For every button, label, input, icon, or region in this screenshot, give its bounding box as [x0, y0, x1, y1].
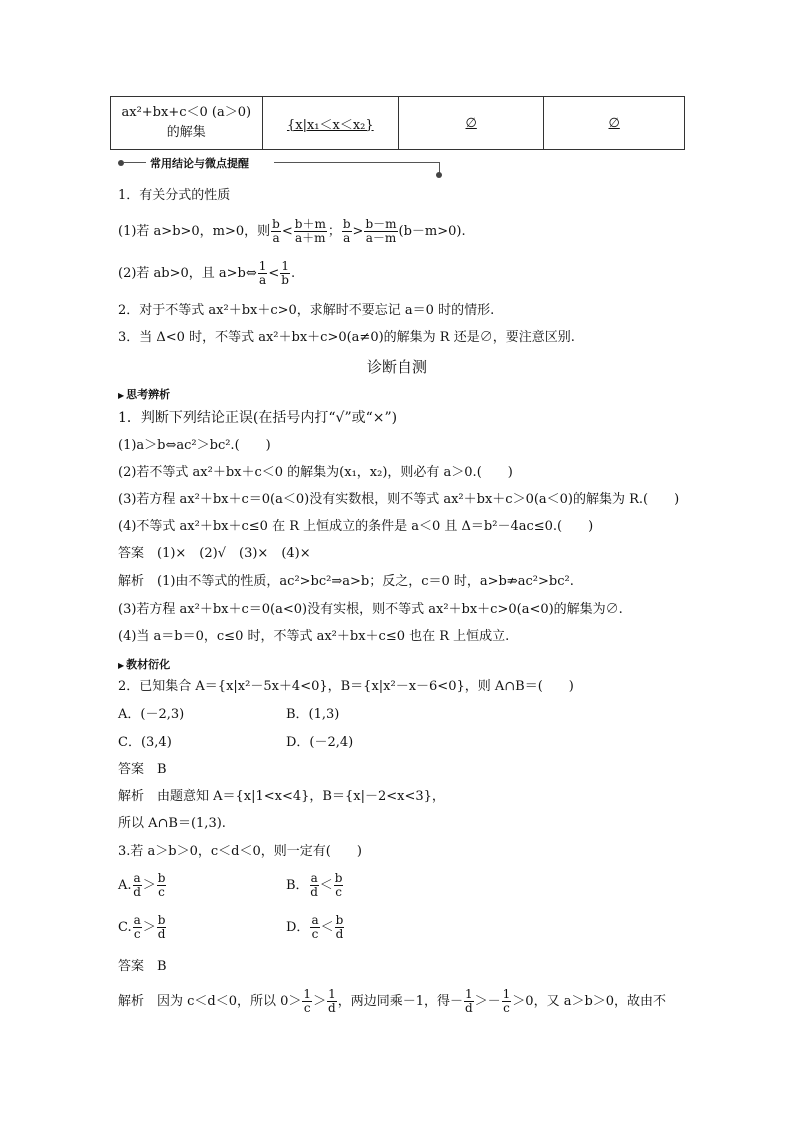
- denominator: a－m: [365, 231, 397, 245]
- numerator: b: [334, 871, 343, 885]
- explanation-2-1: 解析 由题意知 A＝{x|1<x<4}，B＝{x|－2<x<3}，: [118, 789, 445, 804]
- explanation-3-part-a: 解析 因为 c＜d＜0，所以 0＞: [118, 994, 302, 1009]
- option-letter: B．: [286, 878, 309, 893]
- denominator: a: [343, 231, 351, 245]
- numerator: b: [157, 913, 166, 927]
- item1-1-tail: (b－m>0).: [398, 224, 466, 239]
- explanation-3-part-b: ，两边同乘－1，得－: [337, 994, 463, 1009]
- divider: [274, 162, 440, 163]
- tag-textbook-derivation: ▶ 教材衍化: [118, 656, 170, 672]
- operator: ＞: [142, 920, 156, 935]
- denominator: b: [281, 273, 289, 287]
- solution-set-interval: {x|x₁＜x＜x₂}: [286, 117, 374, 133]
- numerator: 1: [502, 987, 511, 1001]
- denominator: d: [335, 927, 344, 941]
- question-3-options-row1: [118, 871, 343, 899]
- row-label-line2: 的解集: [166, 125, 206, 140]
- fraction: [310, 872, 319, 899]
- question-1: 1．判断下列结论正误(在括号内打“√”或“×”): [118, 410, 398, 426]
- numerator: a: [311, 913, 319, 927]
- empty-set-symbol: ∅: [608, 115, 620, 131]
- question-1-1: (1)a＞b⇔ac²＞bc².( ): [118, 438, 271, 453]
- bullet-dot-icon: [436, 172, 442, 178]
- operator: ＞－: [474, 994, 501, 1009]
- explanation-3-part-c: ＞0，又 a＞b＞0，故由不: [512, 994, 667, 1009]
- explanation-1-1: 解析 (1)由不等式的性质，ac²>bc²⇒a>b；反之，c＝0 时，a>b⇏ac²>bc².: [118, 574, 574, 589]
- diagnostic-heading: 诊断自测: [366, 358, 427, 376]
- fraction: [334, 872, 344, 899]
- fraction: [294, 218, 327, 245]
- explanation-1-4: (4)当 a＝b＝0，c≤0 时，不等式 ax²＋bx＋c≤0 也在 R 上恒成立.: [118, 629, 510, 644]
- option-d: D．(－2,4): [286, 735, 354, 750]
- numerator: b: [335, 913, 344, 927]
- table-cell-label: [111, 97, 263, 150]
- question-2-options-row2: [118, 734, 354, 752]
- operator: ＜: [319, 878, 333, 893]
- fraction: [133, 872, 142, 899]
- explanation-3: [118, 988, 666, 1015]
- denominator: a: [272, 231, 280, 245]
- empty-set-symbol: ∅: [465, 115, 477, 131]
- denominator: d: [310, 885, 318, 899]
- option-b: B．(1,3): [286, 707, 340, 722]
- fraction: [258, 260, 268, 287]
- option-a: A．(－2,3): [118, 707, 185, 722]
- question-3: 3.若 a＞b＞0，c＜d＜0，则一定有( ): [118, 844, 362, 859]
- table-row: [111, 97, 685, 150]
- fraction: [133, 914, 142, 941]
- item1-2-prefix: (2)若 ab>0，且 a>b⇔: [118, 266, 257, 281]
- denominator: a: [259, 273, 267, 287]
- numerator: a: [133, 871, 141, 885]
- fraction: [310, 914, 319, 941]
- option-letter: D．: [286, 920, 310, 935]
- question-2: 2．已知集合 A＝{x|x²－5x＋4<0}，B＝{x|x²－x－6<0}，则 A∩B＝( ): [118, 679, 574, 694]
- item1-line2: (2)若 ab>0，且 a>b⇔ $\frac{1}{a}$ < $\frac{1}{b}$ .: [118, 259, 296, 287]
- fraction: [271, 218, 281, 245]
- bullet-dot-icon: [118, 160, 124, 166]
- table-cell: [544, 97, 685, 150]
- fraction: [157, 914, 167, 941]
- item2: 2．对于不等式 ax²＋bx＋c>0，求解时不要忘记 a＝0 时的情形.: [118, 303, 495, 318]
- explanation-1-3: (3)若方程 ax²＋bx＋c＝0(a<0)没有实根，则不等式 ax²＋bx＋c>0(a<0)的解集为∅.: [118, 602, 623, 617]
- denominator: d: [464, 1001, 473, 1015]
- row-label-line1: ax²+bx+c＜0 (a＞0): [121, 105, 252, 120]
- option-c: [118, 913, 167, 941]
- table-cell: [262, 97, 398, 150]
- denominator: d: [133, 885, 141, 899]
- fraction: [335, 914, 345, 941]
- denominator: a＋m: [295, 231, 326, 245]
- question-1-3: (3)若方程 ax²＋bx＋c＝0(a＜0)没有实数根，则不等式 ax²＋bx＋c＞0(a＜0)的解集为 R.( ): [118, 492, 680, 507]
- denominator: c: [133, 927, 141, 941]
- section-header-bar: [118, 156, 438, 178]
- answer-2: 答案 B: [118, 762, 167, 777]
- fraction: [280, 260, 290, 287]
- operator: ＞: [313, 994, 327, 1009]
- fraction: [157, 872, 167, 899]
- item3: 3．当 Δ<0 时，不等式 ax²＋bx＋c>0(a≠0)的解集为 R 还是∅，要注意区别.: [118, 330, 575, 345]
- numerator: b: [157, 871, 166, 885]
- numerator: 1: [258, 259, 267, 273]
- fraction: [302, 988, 312, 1015]
- fraction: [342, 218, 352, 245]
- fraction: [327, 988, 337, 1015]
- operator: ＞: [142, 878, 156, 893]
- option-letter: C.: [118, 920, 132, 935]
- option-c: C．(3,4): [118, 735, 172, 750]
- denominator: c: [311, 927, 319, 941]
- option-d: [286, 914, 345, 941]
- fraction: [464, 988, 474, 1015]
- fraction: [502, 988, 512, 1015]
- numerator: 1: [303, 987, 312, 1001]
- table-cell: [399, 97, 544, 150]
- question-3-options-row2: [118, 913, 344, 941]
- operator: ＜: [320, 920, 334, 935]
- denominator: c: [503, 1001, 510, 1015]
- denominator: c: [335, 885, 342, 899]
- item1-1-prefix: (1)若 a>b>0，m>0，则: [118, 224, 271, 239]
- option-letter: A.: [118, 878, 132, 893]
- numerator: b: [272, 217, 280, 231]
- option-a: [118, 871, 167, 899]
- question-1-2: (2)若不等式 ax²＋bx＋c＜0 的解集为(x₁，x₂)，则必有 a＞0.( ): [118, 465, 513, 480]
- numerator: a: [133, 913, 141, 927]
- numerator: b＋m: [294, 217, 326, 231]
- option-b: [286, 872, 344, 899]
- section-title: 常用结论与微点提醒: [150, 157, 249, 170]
- numerator: 1: [328, 987, 336, 1001]
- denominator: c: [303, 1001, 311, 1015]
- question-1-4: (4)不等式 ax²＋bx＋c≤0 在 R 上恒成立的条件是 a＜0 且 Δ＝b²－4ac≤0.( ): [118, 519, 594, 534]
- answer-3: 答案 B: [118, 959, 167, 974]
- tag-thinking-analysis: ▶ 思考辨析: [118, 386, 170, 402]
- item1-heading: 1．有关分式的性质: [118, 188, 231, 203]
- solution-table: [110, 96, 685, 150]
- numerator: 1: [465, 987, 473, 1001]
- numerator: 1: [281, 259, 289, 273]
- divider: [124, 162, 146, 163]
- question-2-options-row1: [118, 706, 340, 724]
- denominator: c: [158, 885, 165, 899]
- denominator: d: [328, 1001, 336, 1015]
- explanation-2-2: 所以 A∩B＝(1,3).: [118, 816, 226, 831]
- fraction: [364, 218, 397, 245]
- denominator: d: [157, 927, 166, 941]
- numerator: a: [310, 871, 318, 885]
- item1-line1: (1)若 a>b>0，m>0，则 $\frac{b}{a}$ < $\frac{b+m}{a+m}$ ； $\frac{b}{a}$ > $\frac{b-m}{a-m}$ (b－m>0).: [118, 217, 466, 245]
- answer-1: 答案 (1)× (2)√ (3)× (4)×: [118, 546, 311, 561]
- numerator: b－m: [365, 217, 397, 231]
- numerator: b: [342, 217, 351, 231]
